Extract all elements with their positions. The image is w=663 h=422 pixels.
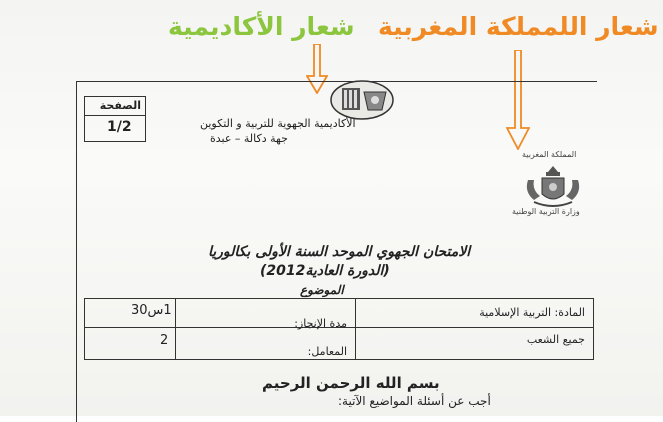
kingdom-logo-annotation: شعار اللمملكة المغربية	[378, 12, 659, 41]
academy-logo-annotation: شعار الأكاديمية	[168, 12, 355, 41]
subject-cell: المادة: التربية الإسلامية	[479, 306, 585, 319]
kingdom-name: المملكة المغربية	[522, 150, 577, 159]
coefficient-label-cell: المعامل:	[307, 345, 347, 358]
academy-region: جهة دكالة – عبدة	[210, 132, 288, 145]
ministry-name: وزارة التربية الوطنية	[512, 207, 580, 216]
page-label: الصفحة	[99, 99, 141, 112]
kingdom-coat-of-arms-icon	[520, 162, 586, 232]
exam-session: (الدورة العادية2012)	[260, 263, 390, 279]
page-number-box	[84, 96, 146, 142]
duration-label-cell: مدة الإنجاز:	[294, 317, 347, 330]
stream-cell: جميع الشعب	[526, 333, 585, 346]
academy-logo-icon	[330, 80, 394, 120]
basmala: بسم الله الرحمن الرحيم	[262, 374, 440, 392]
instruction-text: أجب عن أسئلة المواضيع الآتية:	[338, 394, 491, 408]
page-number: 1/2	[107, 119, 132, 135]
exam-info-table	[84, 298, 594, 360]
duration-value-cell: 1س30	[131, 303, 172, 318]
academy-name: الأكاديمية الجهوية للتربية و التكوين	[200, 117, 356, 130]
coefficient-value-cell: 2	[160, 333, 169, 348]
exam-subject-heading: الموضوع	[300, 283, 344, 297]
exam-title: الامتحان الجهوي الموحد السنة الأولى بكالوريا	[208, 244, 471, 260]
